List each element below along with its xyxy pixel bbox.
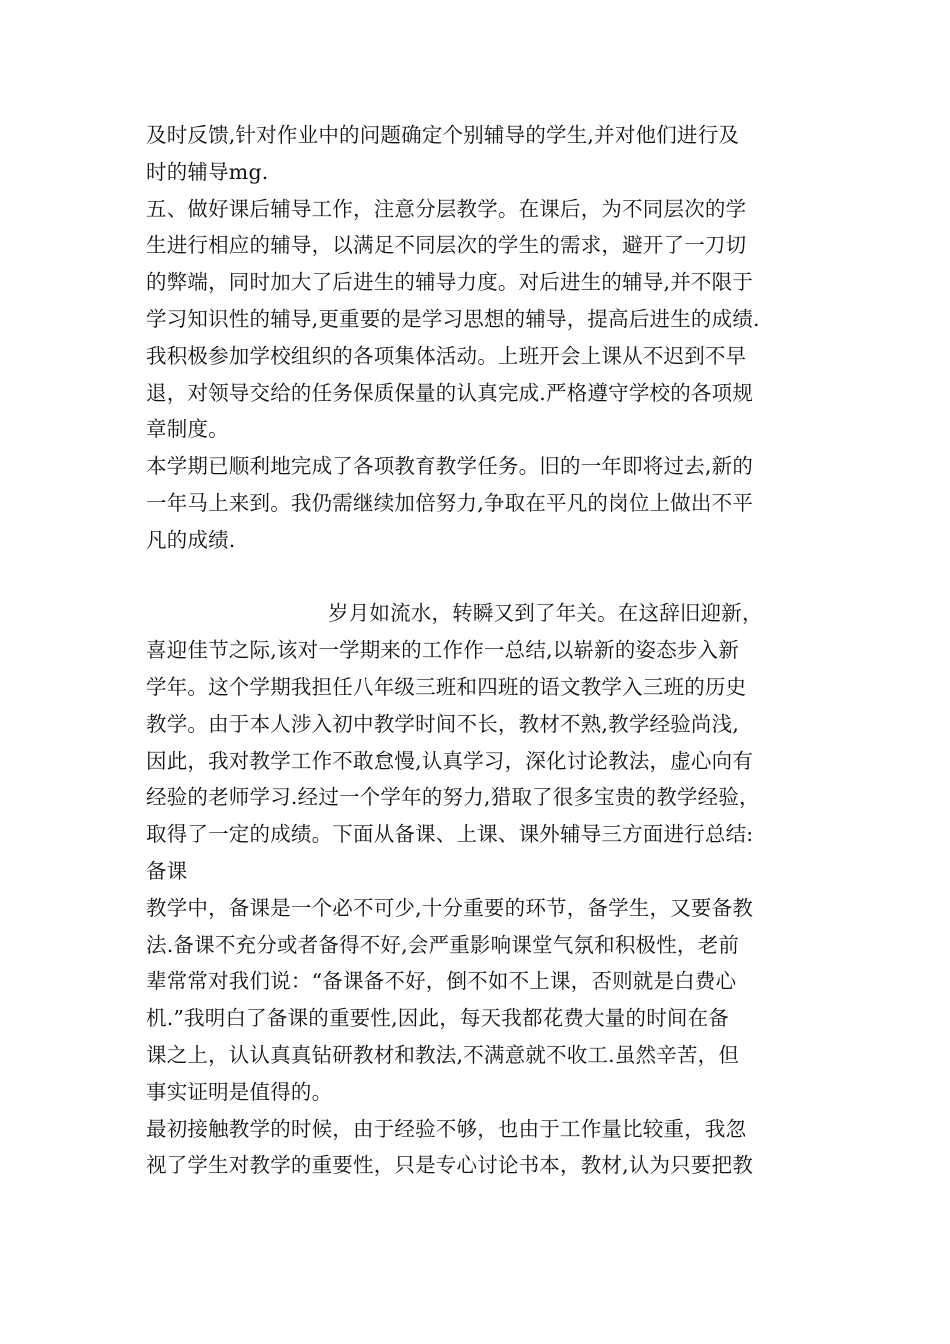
text-line: 视了学生对教学的重要性，只是专心讨论书本，教材,认为只要把教 bbox=[146, 1153, 754, 1178]
document-body bbox=[146, 117, 816, 1184]
paragraph-gap bbox=[146, 559, 816, 596]
text-line: 章制度。 bbox=[146, 417, 229, 442]
text-line: 辈常常对我们说：“备课备不好，倒不如不上课，否则就是白费心 bbox=[146, 969, 737, 994]
text-line: 喜迎佳节之际,该对一学期来的工作作一总结,以崭新的姿态步入新 bbox=[146, 638, 740, 663]
text-line: 学习知识性的辅导,更重要的是学习思想的辅导，提高后进生的成绩. bbox=[146, 306, 760, 331]
text-line: 因此，我对教学工作不敢怠慢,认真学习，深化讨论教法，虚心向有 bbox=[146, 748, 754, 773]
text-line: 教学。由于本人涉入初中教学时间不长，教材不熟,教学经验尚浅, bbox=[146, 711, 740, 736]
text-line: 的弊端，同时加大了后进生的辅导力度。对后进生的辅导,并不限于 bbox=[146, 270, 754, 295]
text-line: 一年马上来到。我仍需继续加倍努力,争取在平凡的岗位上做出不平 bbox=[146, 490, 754, 515]
text-line: 教学中，备课是一个必不可少,十分重要的环节，备学生，又要备教 bbox=[146, 895, 754, 920]
text-line: 岁月如流水，转瞬又到了年关。在这辞旧迎新， bbox=[328, 601, 763, 626]
text-line: 事实证明是值得的。 bbox=[146, 1079, 333, 1104]
text-line: 我积极参加学校组织的各项集体活动。上班开会上课从不迟到不早 bbox=[146, 343, 747, 368]
text-line: 课之上，认认真真钻研教材和教法,不满意就不收工.虽然辛苦，但 bbox=[146, 1042, 740, 1067]
text-line: 退，对领导交给的任务保质保量的认真完成.严格遵守学校的各项规 bbox=[146, 380, 754, 405]
text-line: 时的辅导mg. bbox=[146, 159, 269, 184]
text-line: 最初接触教学的时候，由于经验不够，也由于工作量比较重，我忽 bbox=[146, 1116, 747, 1141]
text-line: 学年。这个学期我担任八年级三班和四班的语文教学入三班的历史 bbox=[146, 674, 747, 699]
section-heading: 备课 bbox=[146, 858, 188, 883]
text-line: 法.备课不充分或者备得不好,会严重影响课堂气氛和积极性，老前 bbox=[146, 932, 740, 957]
text-line: 本学期已顺利地完成了各项教育教学任务。旧的一年即将过去,新的 bbox=[146, 454, 754, 479]
text-line: 生进行相应的辅导，以满足不同层次的学生的需求，避开了一刀切 bbox=[146, 233, 747, 258]
text-line: 及时反馈,针对作业中的问题确定个别辅导的学生,并对他们进行及 bbox=[146, 123, 740, 147]
text-line: 凡的成绩. bbox=[146, 527, 236, 552]
text-line: 经验的老师学习.经过一个学年的努力,猎取了很多宝贵的教学经验， bbox=[146, 785, 760, 810]
text-line: 取得了一定的成绩。下面从备课、上课、课外辅导三方面进行总结: bbox=[146, 822, 754, 847]
text-line: 机.”我明白了备课的重要性,因此，每天我都花费大量的时间在备 bbox=[146, 1006, 730, 1031]
text-line: 五、做好课后辅导工作，注意分层教学。在课后，为不同层次的学 bbox=[146, 196, 747, 221]
